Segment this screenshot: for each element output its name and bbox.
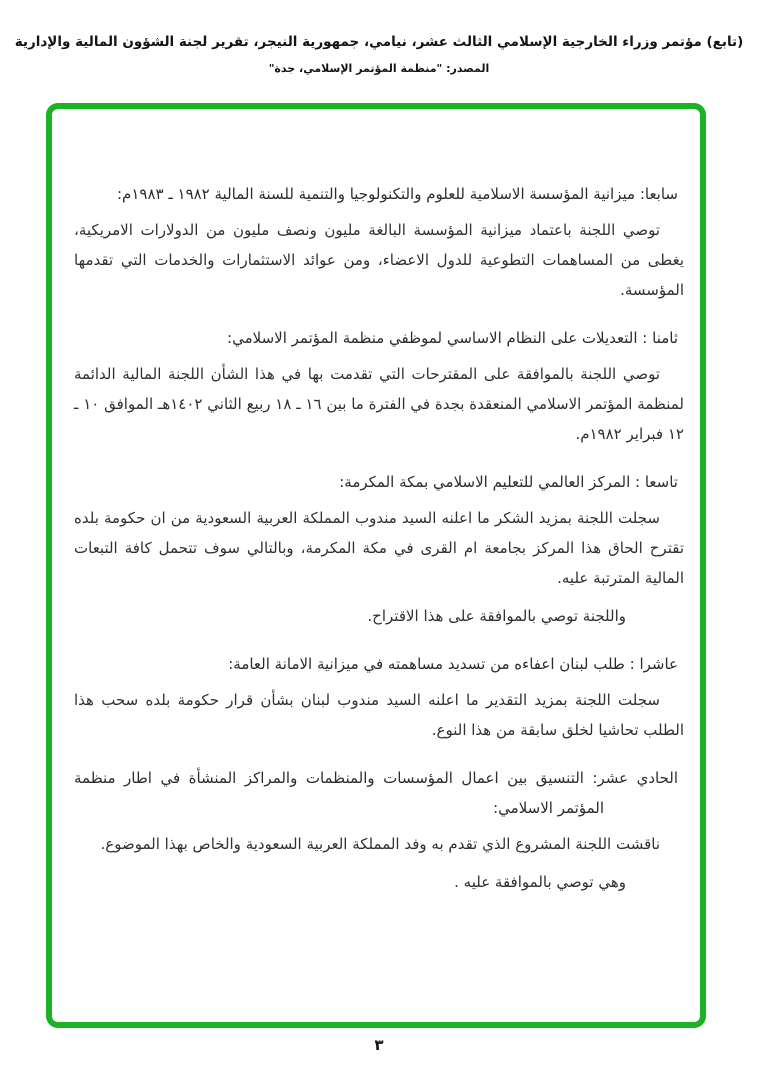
section-paragraph: توصي اللجنة بالموافقة على المقترحات التي تقدمت بها في هذا الشأن اللجنة المالية الدائمة لمنظمة المؤتمر الاسلامي المنعقدة بجدة في الفترة ما بين ١٦ ـ ١٨ ربيع الثاني ١٤٠٢هـ الموافق ١٠ ـ ١٢ فبراير ١٩٨٢م. [74, 365, 684, 443]
section-heading-eleventh: الحادي عشر: التنسيق بين اعمال المؤسسات والمنظمات والمراكز المنشأة في اطار منظمة المؤتمر الاسلامي: [74, 769, 678, 817]
page-number: ٣ [374, 1036, 384, 1054]
section-paragraph: ناقشت اللجنة المشروع الذي تقدم به وفد المملكة العربية السعودية والخاص بهذا الموضوع. [100, 835, 660, 853]
section-heading-seventh: سابعا: ميزانية المؤسسة الاسلامية للعلوم والتكنولوجيا والتنمية للسنة المالية ١٩٨٢ ـ ١٩٨٣م: [117, 185, 678, 203]
document-body [74, 179, 684, 905]
section-heading-eighth: ثامنا : التعديلات على النظام الاساسي لموظفي منظمة المؤتمر الاسلامي: [227, 329, 678, 347]
section-heading-ninth: تاسعا : المركز العالمي للتعليم الاسلامي بمكة المكرمة: [339, 473, 678, 491]
section-paragraph: سجلت اللجنة بمزيد الشكر ما اعلنه السيد مندوب المملكة العربية السعودية من ان حكومة بلده تقترح الحاق هذا المركز بجامعة ام القرى في مكة المكرمة، وبالتالي سوف تتحمل كافة التبعات المالية المترتبة عليه. [74, 509, 684, 587]
section-heading-tenth: عاشرا : طلب لبنان اعفاءه من تسديد مساهمته في ميزانية الامانة العامة: [228, 655, 678, 673]
document-border-frame [46, 103, 706, 1028]
section-paragraph: توصي اللجنة باعتماد ميزانية المؤسسة البالغة مليون ونصف مليون من الدولارات الامريكية، يغطى من المساهمات التطوعية للدول الاعضاء، ومن عوائد الاستثمارات والخدمات التي تقدمها المؤسسة. [74, 221, 684, 299]
document-source: المصدر: "منظمة المؤتمر الإسلامي، جدة" [268, 62, 490, 75]
section-paragraph: واللجنة توصي بالموافقة على هذا الاقتراح. [367, 607, 626, 625]
section-paragraph: سجلت اللجنة بمزيد التقدير ما اعلنه السيد مندوب لبنان بشأن قرار حكومة بلده سحب هذا الطلب تحاشيا لخلق سابقة من هذا النوع. [74, 691, 684, 739]
section-paragraph: وهي توصي بالموافقة عليه . [454, 873, 626, 891]
document-title: (تابع) مؤتمر وزراء الخارجية الإسلامي الثالث عشر، نيامي، جمهورية النيجر، تقرير لجنة الشؤون المالية والإدارية [14, 34, 744, 50]
document-header [0, 32, 758, 76]
